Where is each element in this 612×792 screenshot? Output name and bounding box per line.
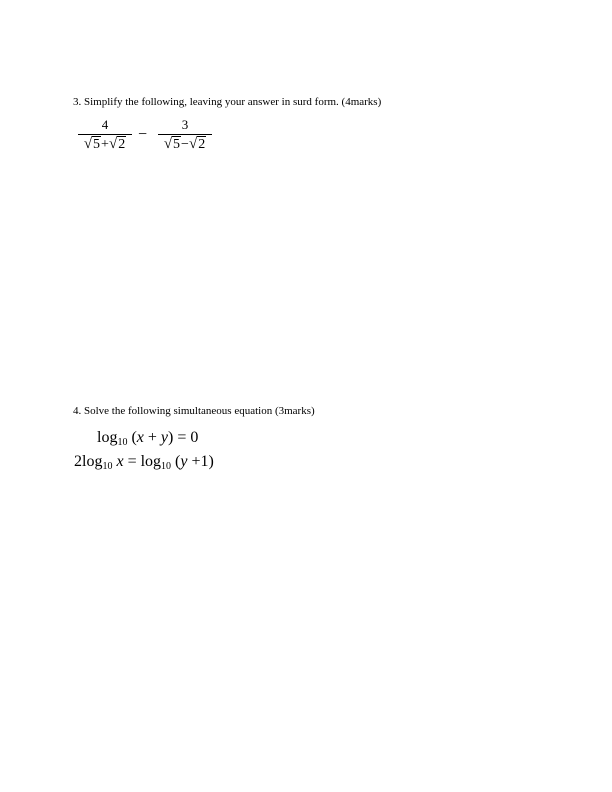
question-3-text: 3. Simplify the following, leaving your answer in surd form. (4marks) — [73, 96, 382, 108]
plus-operator: + — [143, 429, 161, 446]
log-function: log — [140, 453, 162, 470]
log-base: 10 — [117, 437, 128, 448]
log-base: 10 — [161, 461, 172, 472]
equation-1 — [97, 429, 198, 448]
surd-expression — [78, 118, 218, 162]
close-paren: ) — [208, 453, 214, 470]
log-base: 10 — [102, 461, 113, 472]
open-paren: ( — [131, 429, 137, 446]
fraction-1-numerator: 4 — [101, 117, 109, 132]
coefficient: 2 — [74, 453, 82, 470]
equation-2 — [74, 453, 214, 472]
fraction-2-numerator: 3 — [181, 117, 189, 132]
fraction-1-denominator — [78, 135, 132, 155]
var-y: y — [180, 453, 188, 470]
var-y: y — [160, 429, 169, 446]
var-x: x — [116, 453, 124, 470]
minus-operator: − — [138, 126, 148, 143]
surd-root-5: √5 — [83, 136, 101, 152]
fraction-2-denominator — [158, 135, 212, 155]
log-function: log — [82, 453, 103, 470]
denominator-operator: − — [181, 137, 189, 152]
open-paren: ( — [175, 453, 181, 470]
fraction-2 — [158, 118, 212, 155]
var-x: x — [136, 429, 144, 446]
log-function: log — [97, 429, 118, 446]
surd-root-5: √5 — [163, 136, 181, 152]
surd-root-2: √2 — [188, 136, 206, 152]
equation-rhs: = 0 — [173, 429, 199, 446]
fraction-1 — [78, 118, 132, 155]
surd-root-2: √2 — [108, 136, 126, 152]
plus-one: +1 — [187, 453, 209, 470]
denominator-operator: + — [101, 137, 109, 152]
equals-sign: = — [123, 453, 141, 470]
question-4-text: 4. Solve the following simultaneous equation (3marks) — [73, 405, 315, 417]
close-paren: ) — [168, 429, 174, 446]
